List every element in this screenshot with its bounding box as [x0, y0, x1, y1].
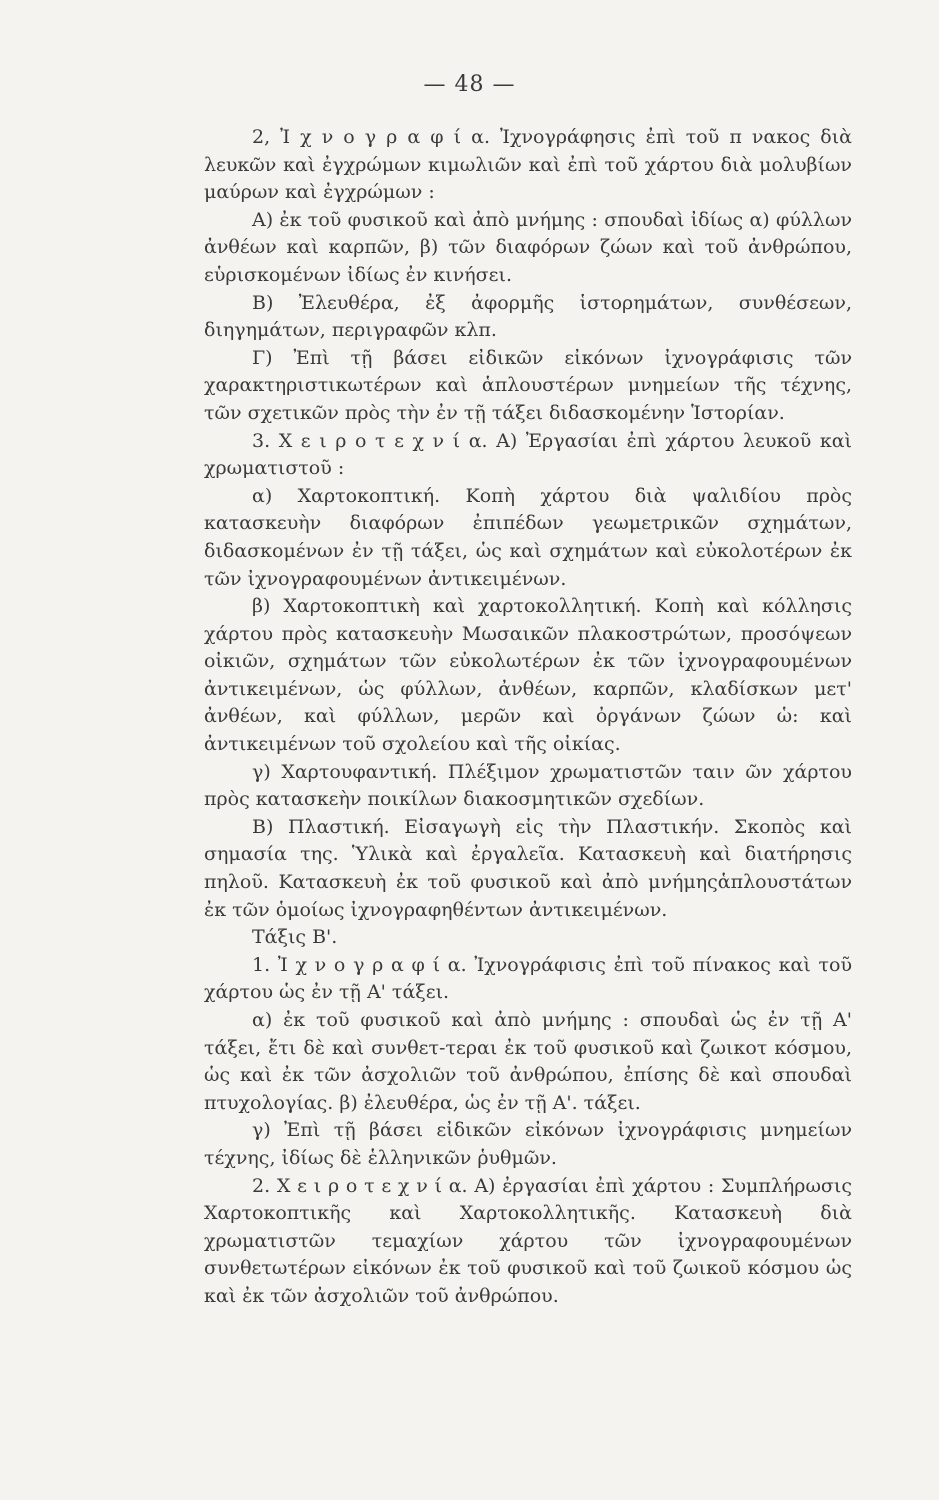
- paragraph-b-handicraft: 2. Χ ε ι ρ ο τ ε χ ν ί α. Α) ἐργασίαι ἐπὶ χάρτου : Συμπλήρωσις Χαρτοκοπτικῆς καὶ Χαρτοκολλητικῆς. Κατασκευὴ διὰ χρωματιστῶν τεμαχίων χάρτου τῶν ἰχνογραφουμένων συνθετωτέρων εἰκόνων ἐκ τοῦ φυσικοῦ καὶ τοῦ ζωικοῦ κόσμου ὡς καὶ ἐκ τῶν ἀσχολιῶν τοῦ ἀνθρώπου.: [204, 1174, 852, 1307]
- paragraph-b-drawing-heading: 1. Ἰ χ ν ο γ ρ α φ ί α. Ἰχνογράφισις ἐπὶ τοῦ πίνακος καὶ τοῦ χάρτου ὡς ἐν τῇ Α' τάξει.: [204, 953, 852, 1004]
- paragraph-paper-cutting: α) Χαρτοκοπτική. Κοπὴ χάρτου διὰ ψαλιδίου πρὸς κατασκευὴν διαφόρων ἐπιπέδων γεωμετρικῶν σχημάτων, διδασκομένων ἐν τῇ τάξει, ὡς καὶ σχημάτων καὶ εὐκολοτέρων ἐκ τῶν ἰχνογραφουμένων ἀντικειμένων.: [204, 484, 852, 590]
- paragraph-paper-weaving: γ) Χαρτουφαντική. Πλέξιμον χρωματιστῶν ταιν ῶν χάρτου πρὸς κατασκεὴν ποικίλων διακοσμητικῶν σχεδίων.: [204, 760, 852, 811]
- class-heading: Τάξις Β'.: [252, 926, 338, 949]
- paragraph-b-drawing-c: γ) Ἐπὶ τῇ βάσει εἰδικῶν εἰκόνων ἰχνογράφισις μνημείων τέχνης, ἰδίως δὲ ἑλληνικῶν ῥυθμῶν.: [204, 1119, 852, 1169]
- paragraph-drawing-heading: 2, Ἰ χ ν ο γ ρ α φ ί α. Ἰχνογράφησις ἐπὶ τοῦ π νακος διὰ λευκῶν καὶ ἐγχρώμων κιμωλιῶν καὶ ἐπὶ τοῦ χάρτου διὰ μολυβίων μαύρων καὶ ἐγχρώμων :: [204, 126, 852, 204]
- paragraph-b-drawing-a: α) ἐκ τοῦ φυσικοῦ καὶ ἀπὸ μνήμης : σπουδαὶ ὡς ἐν τῇ Α' τάξει, ἔτι δὲ καὶ συνθετ-τεραι ἐκ τοῦ φυσικοῦ καὶ ζωικοτ κόσμου, ὡς καὶ ἐκ τῶν ἀσχολιῶν τοῦ ἀνθρώπου, ἐπίσης δὲ καὶ σπουδαὶ πτυχολογίας. β) ἐλευθέρα, ὡς ἐν τῇ Α'. τάξει.: [204, 1009, 852, 1114]
- paragraph-drawing-c: Γ) Ἐπὶ τῇ βάσει εἰδικῶν εἰκόνων ἰχνογράφισις τῶν χαρακτηριστικωτέρων καὶ ἁπλουστέρων μνημείων τῆς τέχνης, τῶν σχετικῶν πρὸς τὴν ἐν τῇ τάξει διδασκομένην Ἱστορίαν.: [204, 346, 852, 424]
- paragraph-drawing-a: Α) ἐκ τοῦ φυσικοῦ καὶ ἀπὸ μνήμης : σπουδαὶ ἰδίως α) φύλλων ἀνθέων καὶ καρπῶν, β) τῶν διαφόρων ζώων καὶ τοῦ ἀνθρώπου, εὑρισκομένων ἰδίως ἐν κινήσει.: [204, 208, 852, 286]
- paragraph-handicraft-heading: 3. Χ ε ι ρ ο τ ε χ ν ί α. Α) Ἐργασίαι ἐπὶ χάρτου λευκοῦ καὶ χρωματιστοῦ :: [204, 429, 852, 480]
- paragraph-drawing-b: Β) Ἐλευθέρα, ἐξ ἀφορμῆς ἱστορημάτων, συνθέσεων, διηγημάτων, περιγραφῶν κλπ.: [204, 291, 852, 342]
- paragraph-modelling: Β) Πλαστική. Εἰσαγωγὴ εἰς τὴν Πλαστικήν. Σκοπὸς καὶ σημασία της. Ὑλικὰ καὶ ἐργαλεῖα. Κατασκευὴ καὶ διατήρησις πηλοῦ. Κατασκευὴ ἐκ τοῦ φυσικοῦ καὶ ἀπὸ μνήμηςἁπλουστάτων ἐκ τῶν ὁμοίως ἰχνογραφηθέντων ἀντικειμένων.: [204, 815, 852, 921]
- body-text: [204, 124, 852, 1311]
- page-number: — 48 —: [423, 72, 516, 97]
- paragraph-paper-cutting-gluing: β) Χαρτοκοπτικὴ καὶ χαρτοκολλητική. Κοπὴ καὶ κόλλησις χάρτου πρὸς κατασκευὴν Μωσαικῶν πλακοστρώτων, προσόψεων οἰκιῶν, σχημάτων τῶν εὐκολωτέρων ἐκ τῶν ἰχνογραφουμένων ἀντικειμένων, ὡς φύλλων, ἀνθέων, καρπῶν, κλαδίσκων μετ' ἀνθέων, καὶ φύλλων, μερῶν καὶ ὀργάνων ζώων ὡ: καὶ ἀντικειμένων τοῦ σχολείου καὶ τῆς οἰκίας.: [204, 595, 852, 756]
